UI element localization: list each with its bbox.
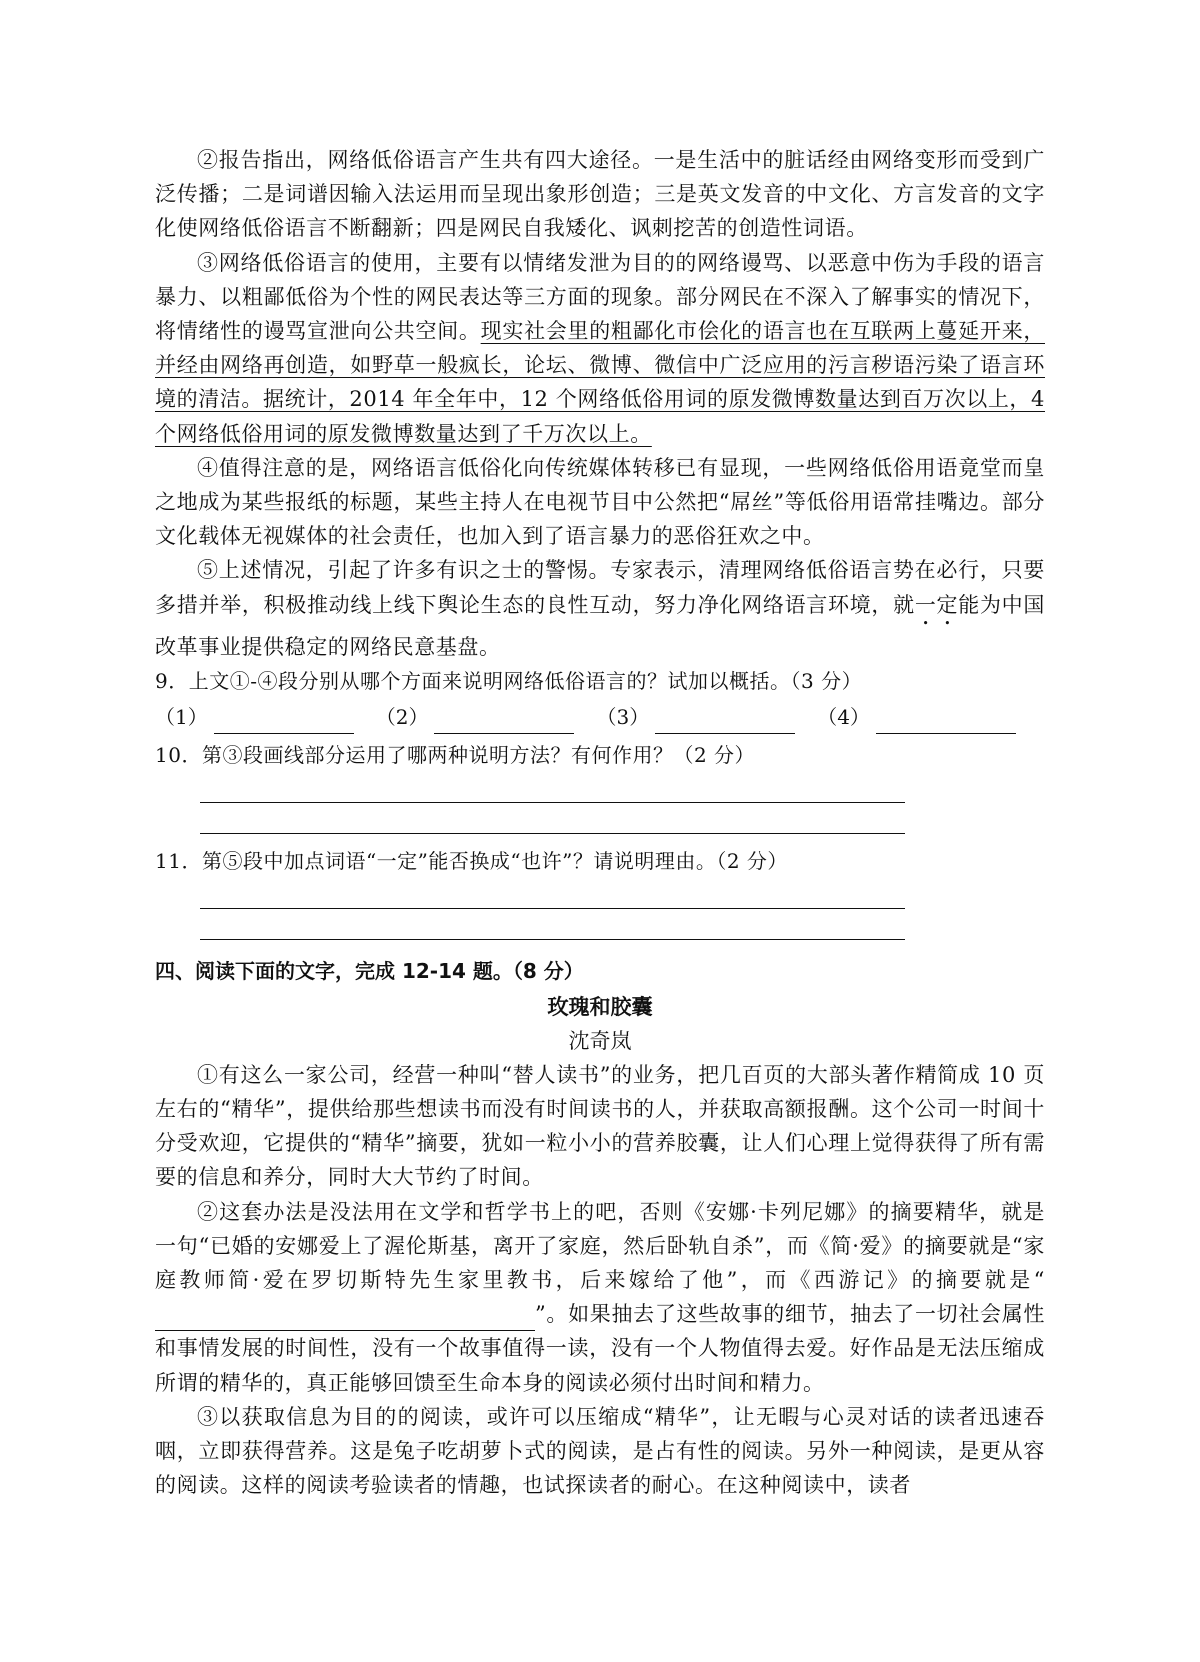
paragraph-2: ②报告指出，网络低俗语言产生共有四大途径。一是生活中的脏话经由网络变形而受到广泛传播；二是词谱因输入法运用而呈现出象形创造；三是英文发音的中文化、方言发音的文字化使网络低俗语言不断翻新；四是网民自我矮化、讽刺挖苦的创造性词语。 (155, 148, 1045, 241)
question-10: 10．第③段画线部分运用了哪两种说明方法？有何作用？（2 分） (155, 742, 756, 767)
answer-blank[interactable] (214, 709, 354, 734)
article-paragraph-2-after: ”。如果抽去了这些故事的细节，抽去了一切社会属性和事情发展的时间性，没有一个故事值得一读，没有一个人物值得去爱。好作品是无法压缩成所谓的精华的，真正能够回馈至生命本身的阅读必须付出时间和精力。 (155, 1302, 1045, 1395)
q11-answer-line-2[interactable] (200, 909, 905, 940)
answer-blank[interactable] (434, 709, 574, 734)
q10-answer-line-2[interactable] (200, 803, 905, 834)
q9-blank-label: （2） (375, 704, 429, 729)
paragraph-5-text-after: 能为中国改革事业提供稳定的网络民意基盘。 (155, 592, 1045, 659)
article-paragraph-2-before: ②这套办法是没法用在文学和哲学书上的吧，否则《安娜·卡列尼娜》的摘要精华，就是一句“已婚的安娜爱上了渥伦斯基，离开了家庭，然后卧轨自杀”，而《简·爱》的摘要就是“家庭教师简·爱在罗切斯特先生家里教书，后来嫁给了他”，而《西游记》的摘要就是“ (155, 1199, 1045, 1293)
q9-blank-4[interactable] (817, 700, 1016, 734)
article-paragraph-1: ①有这么一家公司，经营一种叫“替人读书”的业务，把几百页的大部头著作精简成 10 页左右的“精华”，提供给那些想读书而没有时间读书的人，并获取高额报酬。这个公司一时间十分受欢迎，它提供的“精华”摘要，犹如一粒小小的营养胶囊，让人们心理上觉得获得了所有需要的信息和养分，同时大大节约了时间。 (155, 1062, 1045, 1190)
paragraph-3-text: ③网络低俗语言的使用，主要有以情绪发泄为目的的网络谩骂、以恶意中伤为手段的语言暴力、以粗鄙低俗为个性的网民表达等三方面的现象。部分网民在不深入了解事实的情况下，将情绪性的谩骂宣泄向公共空间。 (155, 250, 1045, 344)
q9-blank-label: （3） (596, 704, 650, 729)
paragraph-4: ④值得注意的是，网络语言低俗化向传统媒体转移已有显现，一些网络低俗用语竟堂而皇之地成为某些报纸的标题，某些主持人在电视节目中公然把“屌丝”等低俗用语常挂嘴边。部分文化载体无视媒体的社会责任，也加入到了语言暴力的恶俗狂欢之中。 (155, 455, 1045, 549)
article-title: 玫瑰和胶囊 (547, 994, 653, 1019)
article-author: 沈奇岚 (568, 1028, 632, 1053)
exam-page (155, 143, 1045, 1502)
emphasized-word: 一定 (914, 592, 959, 617)
q9-blank-3[interactable] (596, 700, 795, 734)
question-9: 9．上文①-④段分别从哪个方面来说明网络低俗语言的？试加以概括。（3 分） (155, 668, 863, 693)
q9-blank-label: （1） (155, 704, 208, 729)
q10-answer-line-1[interactable] (200, 772, 905, 803)
article-paragraph-2 (155, 1195, 1045, 1400)
q9-blank-1[interactable] (155, 700, 354, 734)
answer-blank[interactable] (876, 709, 1016, 734)
paragraph-5-text-before: ⑤上述情况，引起了许多有识之士的警惕。专家表示，清理网络低俗语言势在必行，只要多措并举，积极推动线上线下舆论生态的良性互动，努力净化网络语言环境，就 (155, 558, 1045, 617)
paragraph-3 (155, 246, 1045, 451)
answer-blank[interactable] (655, 709, 795, 734)
q9-blank-label: （4） (817, 704, 870, 729)
q11-answer-line-1[interactable] (200, 878, 905, 909)
paragraph-5 (155, 553, 1045, 663)
section-4-heading: 四、阅读下面的文字，完成 12-14 题。（8 分） (155, 958, 584, 983)
fill-in-blank[interactable] (155, 1308, 535, 1331)
paragraph-3-underlined: 现实社会里的粗鄙化市侩化的语言也在互联两上蔓延开来，并经由网络再创造，如野草一般疯长，论坛、微博、微信中广泛应用的污言秽语污染了语言环境的清洁。据统计，2014 年全年中，12 个网络低俗用词的原发微博数量达到百万次以上，4 个网络低俗用词的原发微博数量达到了千万次以上。 (155, 319, 1045, 446)
article-paragraph-3: ③以获取信息为目的的阅读，或许可以压缩成“精华”，让无暇与心灵对话的读者迅速吞咽，立即获得营养。这是兔子吃胡萝卜式的阅读，是占有性的阅读。另外一种阅读，是更从容的阅读。这样的阅读考验读者的情趣，也试探读者的耐心。在这种阅读中，读者 (155, 1404, 1045, 1498)
q9-blank-2[interactable] (376, 700, 575, 734)
question-11: 11．第⑤段中加点词语“一定”能否换成“也许”？请说明理由。（2 分） (155, 848, 788, 873)
question-9-blanks (155, 700, 1045, 734)
